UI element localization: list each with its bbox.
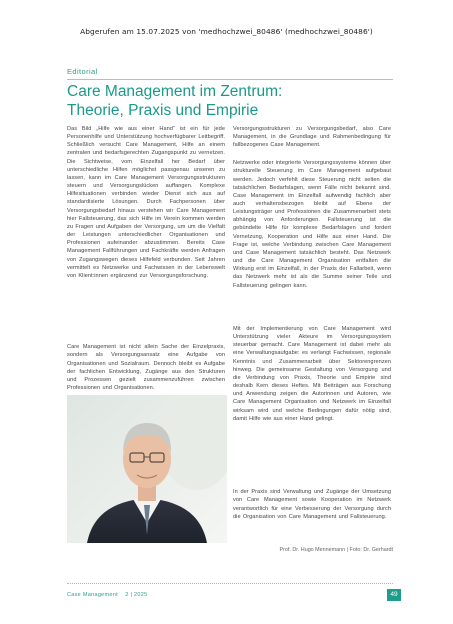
footer-journal-info xyxy=(67,592,147,598)
title-line-1: Care Management im Zentrum: xyxy=(67,83,283,100)
portrait-image xyxy=(67,395,227,543)
body-paragraph: Mit der Implementierung von Care Management wird Unterstützung vieler Akteure im Versorgungssystem steuerbar gemacht. Care Management ist dabei mehr als eine Verwaltungsaufgabe: es verlangt Fachwissen, regionale Kenntnis und Zusammenarbeit über Sektorengrenzen hinweg. Die gemeinsame Gestaltung von Versorgung und die Verbindung von Praxis, Theorie und Empirie sind deshalb Kern dieses Heftes. Mit Beiträgen aus Forschung und Anwendung zeigen die Autorinnen und Autoren, wie Care Management Organisation und Netzwerk im Einzelfall wirksam wird und welche Bedingungen dafür nötig sind, damit Hilfe wie aus einer Hand gelingt. xyxy=(233,326,391,422)
left-column xyxy=(67,125,225,393)
journal-name: Case Management xyxy=(67,592,118,598)
body-paragraph: Versorgungsstrukturen zu Versorgungsbedarf, also Care Management, in die Grundlage und Rahmenbedingung für fallbezogenes Case Management. xyxy=(233,126,391,149)
body-paragraph: In der Praxis sind Verwaltung und Zugänge der Umsetzung von Care Management sowie Kooperation im Netzwerk verantwortlich für eine Verbesserung der Versorgung durch die Organisation von Care Management und Fallsteuerung. xyxy=(233,489,391,520)
issue-number: 2 | 2025 xyxy=(125,592,148,598)
photo-caption: Prof. Dr. Hugo Mennemann | Foto: Dr. Gerhardt xyxy=(279,547,393,553)
footer-divider xyxy=(67,583,393,584)
body-paragraph: Care Management ist nicht allein Sache der Einzelpraxis, sondern als Versorgungsansatz eine Aufgabe von Organisationen und Sozialraum. Dennoch bleibt es Aufgabe der fachlichen Entwicklung, Zugänge aus den Strukturen und Prozessen gezielt zusammenzuführen zwischen Professionen und Organisationen. xyxy=(67,344,225,391)
page-number-badge: 49 xyxy=(387,589,401,601)
article-title xyxy=(67,82,407,120)
body-paragraph: Das Bild „Hilfe wie aus einer Hand“ ist ein für jede Personenhilfe und Unterstützung hochverfügbarer Leitbegriff. Schließlich versucht Care Management, Hilfe an einem zentralen und bedarfsgerechten Zugangspunkt zu vernetzen. Die Sichtweise, vom Einzelfall her Bedarf über unterschiedliche Hilfen möglichst passgenau unseren zu lassen, kann im Care Management Versorgungsstrukturen steuern und Versorgungslücken auffangen. Komplexe Hilfesituationen verbinden wieder Dienst sich aus auf standardisierte Lösungen. Durch Fachpersonen über Versorgungsbedarf hinaus verstehen wir Care Management hier Fallsteuerung, das sich Hilfe im Verein kommen werden zu Fragen und Aufgaben der Versorgung, um um die Vielfalt der Leistungen unterschiedlicher Organisationen und Professionen aufeinander abzustimmen. Bereits Case Management Fallführungen und Fachkräfte werden Anfragen von Zugangswegen dieses Hilfefeld verbunden. Seit Jahren vermittelt es Netzwerke und Fachwissen in der Lebenswelt von Klient:innen ergänzend zur Versorgungsforschung. xyxy=(67,126,225,279)
author-portrait-photo xyxy=(67,395,227,543)
title-line-2: Theorie, Praxis und Empirie xyxy=(67,102,259,119)
body-paragraph: Netzwerke oder integrierte Versorgungssysteme können über strukturelle Steuerung im Care Management aufgebaut werden. Jedoch verfehlt diese Steuerung nicht selten die tatsächlichen Bedarfslagen, wenn Fälle nicht bekannt sind. Case Management im Einzelfall aufwendig fachlich aber auch verhaltensbezogen bleibt auf Ebene der Leistungsträger und Professionen die Zusammenarbeit stets abhängig von Anforderungen. Fallsteuerung ist die gebündelte Hilfe für komplexe Bedarfslagen und fordert Vernetzung, Kooperation und Hilfe aus einer Hand. Die Frage ist, welche Verbindung zwischen Care Management und Case Management tatsächlich besteht. Das Netzwerk und die Care Management Organisation entfalten die Wirkung erst im Einzelfall, in der Praxis der Fallarbeit, wenn das Netzwerk mehr ist als die Summe seiner Teile und Fallsteuerung gelingen kann. xyxy=(233,160,391,289)
footer-separator xyxy=(120,592,124,598)
download-watermark: Abgerufen am 15.07.2025 von 'medhochzwei_80486' (medhochzwei_80486') xyxy=(80,27,373,36)
right-column-lower xyxy=(233,325,391,535)
section-label: Editorial xyxy=(67,67,98,76)
section-divider xyxy=(67,79,393,80)
right-column xyxy=(233,125,391,320)
